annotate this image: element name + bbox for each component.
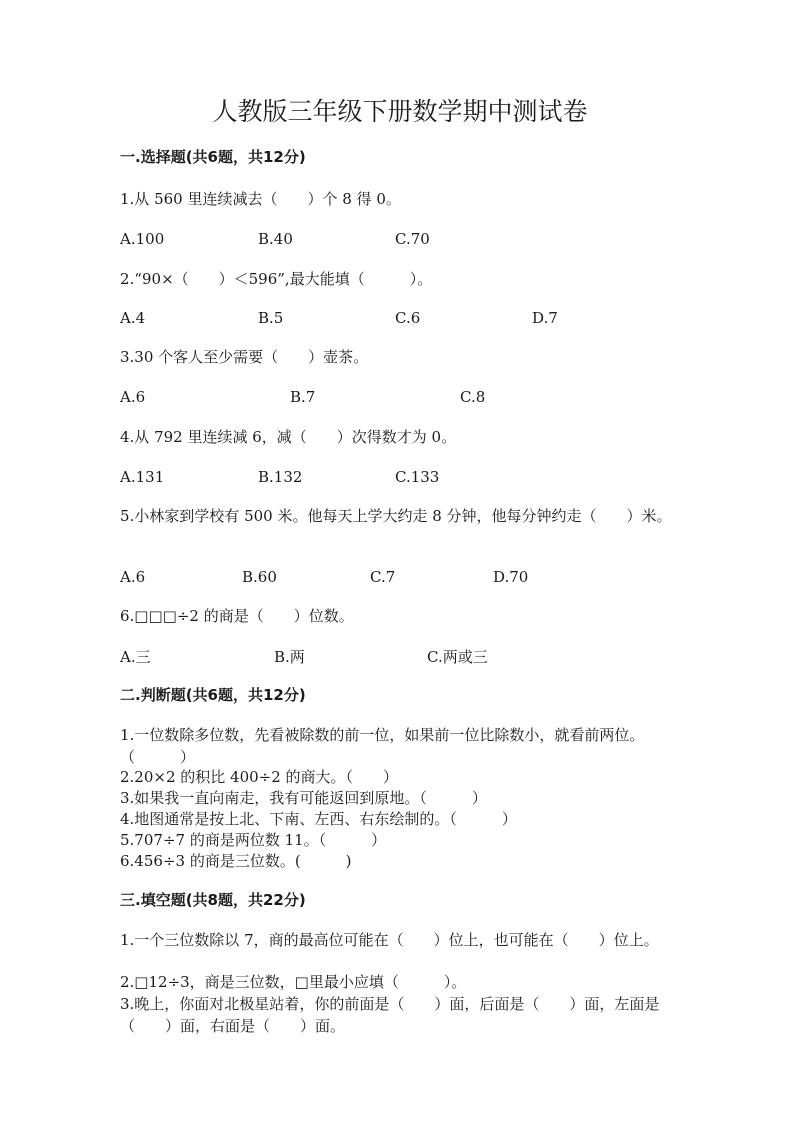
q4-option-a: A.131 [120,468,165,486]
judgment-item-4: 4.地图通常是按上北、下南、左西、右东绘制的。（ ） [120,810,517,828]
q1-option-b: B.40 [258,230,293,248]
question-2: 2.“90×（ ）＜596”,最大能填（ ）。 [120,270,433,288]
q2-option-d: D.7 [532,309,558,327]
judgment-item-6: 6.456÷3 的商是三位数。( ) [120,852,352,870]
question-6: 6.□□□÷2 的商是（ ）位数。 [120,607,354,625]
q6-option-a: A.三 [120,648,151,666]
q3-option-a: A.6 [120,388,146,406]
q3-option-b: B.7 [290,388,316,406]
q3-option-c: C.8 [460,388,486,406]
judgment-item-2: 2.20×2 的积比 400÷2 的商大。（ ） [120,768,399,786]
question-1: 1.从 560 里连续减去（ ）个 8 得 0。 [120,190,401,208]
judgment-item-1: 1.一位数除多位数，先看被除数的前一位，如果前一位比除数小，就看前两位。（ ） [120,726,645,766]
q5-option-c: C.7 [370,568,396,586]
question-4: 4.从 792 里连续减 6，减（ ）次得数才为 0。 [120,428,457,446]
fill-item-2: 2.□12÷3，商是三位数，□里最小应填（ ）。 [120,973,467,991]
q1-option-c: C.70 [395,230,430,248]
judgment-item-3: 3.如果我一直向南走，我有可能返回到原地。（ ） [120,789,487,807]
section-header-judgment: 二.判断题(共6题，共12分) [120,686,306,704]
section-header-fill: 三.填空题(共8题，共22分) [120,891,306,909]
q6-option-c: C.两或三 [427,648,488,666]
q2-option-a: A.4 [120,309,146,327]
page-title: 人教版三年级下册数学期中测试卷 [212,97,588,126]
question-3: 3.30 个客人至少需要（ ）壶茶。 [120,348,369,366]
fill-item-3: 3.晚上，你面对北极星站着，你的前面是（ ）面，后面是（ ）面，左面是（ ）面，右面是（ ）面。 [120,995,660,1035]
q5-option-b: B.60 [242,568,277,586]
judgment-item-5: 5.707÷7 的商是两位数 11。（ ） [120,831,387,849]
q4-option-c: C.133 [395,468,440,486]
question-5: 5.小林家到学校有 500 米。他每天上学大约走 8 分钟，他每分钟约走（ ）米。 [120,507,672,525]
q2-option-b: B.5 [258,309,284,327]
q4-option-b: B.132 [258,468,303,486]
q2-option-c: C.6 [395,309,421,327]
q5-option-a: A.6 [120,568,146,586]
q5-option-d: D.70 [493,568,529,586]
fill-item-1: 1.一个三位数除以 7，商的最高位可能在（ ）位上，也可能在（ ）位上。 [120,931,659,949]
q1-option-a: A.100 [120,230,165,248]
section-header-choice: 一.选择题(共6题，共12分) [120,148,306,166]
q6-option-b: B.两 [274,648,305,666]
